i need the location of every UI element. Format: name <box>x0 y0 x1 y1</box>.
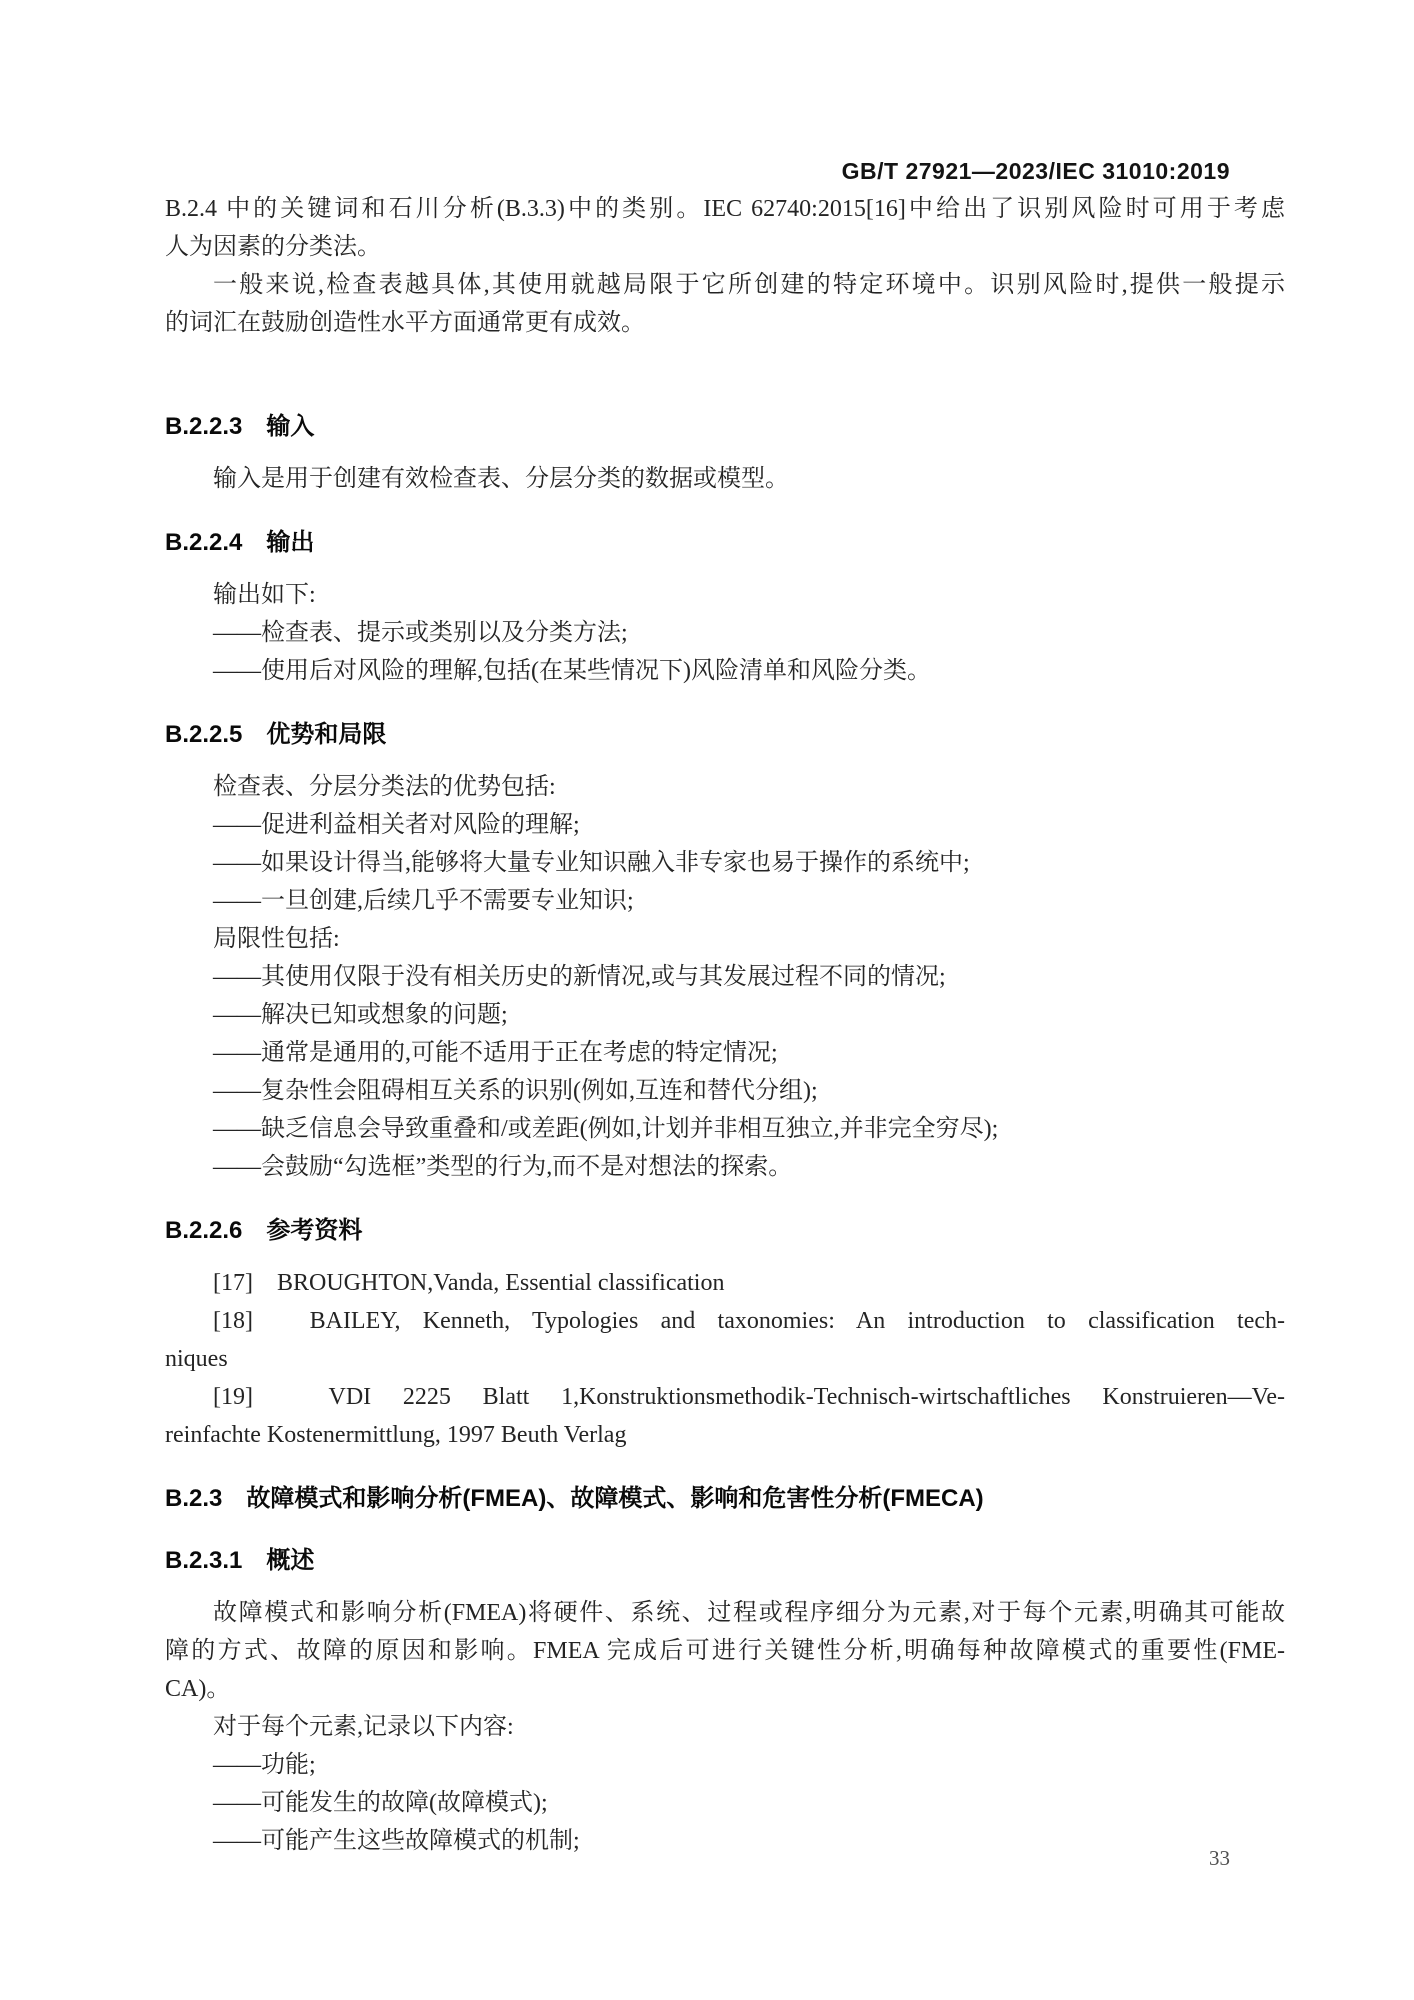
list-item: ——解决已知或想象的问题; <box>213 1002 508 1028</box>
heading-title: 故障模式和影响分析(FMEA)、故障模式、影响和危害性分析(FMECA) <box>246 1485 984 1512</box>
list-item: ——可能产生这些故障模式的机制; <box>213 1828 580 1854</box>
paragraph-continuation: 障的方式、故障的原因和影响。FMEA 完成后可进行关键性分析,明确每种故障模式的重要性(FME- <box>165 1638 1285 1664</box>
paragraph-line: 一般来说,检查表越具体,其使用就越局限于它所创建的特定环境中。识别风险时,提供一般提示 <box>213 272 1285 298</box>
content <box>165 190 1285 1860</box>
list-item: ——可能发生的故障(故障模式); <box>213 1790 548 1816</box>
section-heading <box>165 526 1285 560</box>
paragraph-line: 检查表、分层分类法的优势包括: <box>213 774 556 800</box>
paragraph-line: 故障模式和影响分析(FMEA)将硬件、系统、过程或程序细分为元素,对于每个元素,明确其可能故 <box>213 1600 1285 1626</box>
list-item: ——检查表、提示或类别以及分类方法; <box>213 620 628 646</box>
paragraph-continuation: 人为因素的分类法。 <box>165 234 381 260</box>
list-item: ——其使用仅限于没有相关历史的新情况,或与其发展过程不同的情况; <box>213 964 946 990</box>
heading-number: B.2.2.3 <box>165 413 243 440</box>
list-item: ——使用后对风险的理解,包括(在某些情况下)风险清单和风险分类。 <box>213 658 931 684</box>
heading-number: B.2.3 <box>165 1485 223 1512</box>
list-item: ——功能; <box>213 1752 316 1778</box>
paragraph-continuation: B.2.4 中的关键词和石川分析(B.3.3)中的类别。IEC 62740:2015[16]中给出了识别风险时可用于考虑 <box>165 196 1285 222</box>
heading-number: B.2.3.1 <box>165 1547 243 1574</box>
section-heading <box>165 1214 1285 1248</box>
standard-code-header: GB/T 27921—2023/IEC 31010:2019 <box>841 158 1230 184</box>
list-item: ——一旦创建,后续几乎不需要专业知识; <box>213 888 634 914</box>
list-item: ——复杂性会阻碍相互关系的识别(例如,互连和替代分组); <box>213 1078 818 1104</box>
page-number: 33 <box>1209 1846 1230 1870</box>
paragraph-line: [18] BAILEY, Kenneth, Typologies and taxonomies: An introduction to classification tech- <box>213 1308 1285 1334</box>
paragraph-line: 局限性包括: <box>213 926 340 952</box>
heading-title: 输入 <box>266 413 315 440</box>
paragraph-line: [19] VDI 2225 Blatt 1,Konstruktionsmethodik-Technisch-wirtschaftliches Konstruieren—Ve- <box>213 1384 1285 1410</box>
paragraph-line: 输出如下: <box>213 582 316 608</box>
paragraph-continuation: niques <box>165 1346 228 1372</box>
heading-title: 输出 <box>266 529 315 556</box>
section-heading <box>165 410 1285 444</box>
heading-title: 参考资料 <box>266 1217 363 1244</box>
list-item: ——会鼓励“勾选框”类型的行为,而不是对想法的探索。 <box>213 1154 793 1180</box>
paragraph-continuation: reinfachte Kostenermittlung, 1997 Beuth Verlag <box>165 1422 627 1448</box>
list-item: ——通常是通用的,可能不适用于正在考虑的特定情况; <box>213 1040 778 1066</box>
heading-number: B.2.2.5 <box>165 721 243 748</box>
section-heading <box>165 1482 1285 1516</box>
heading-title: 概述 <box>266 1547 315 1574</box>
list-item: ——缺乏信息会导致重叠和/或差距(例如,计划并非相互独立,并非完全穷尽); <box>213 1116 999 1142</box>
paragraph-continuation: 的词汇在鼓励创造性水平方面通常更有成效。 <box>165 310 645 336</box>
list-item: ——促进利益相关者对风险的理解; <box>213 812 580 838</box>
heading-title: 优势和局限 <box>266 721 387 748</box>
section-heading <box>165 1544 1285 1578</box>
paragraph-line: [17] BROUGHTON,Vanda, Essential classification <box>213 1270 725 1296</box>
paragraph-continuation: CA)。 <box>165 1676 231 1702</box>
list-item: ——如果设计得当,能够将大量专业知识融入非专家也易于操作的系统中; <box>213 850 970 876</box>
paragraph-line: 输入是用于创建有效检查表、分层分类的数据或模型。 <box>213 466 789 492</box>
paragraph-line: 对于每个元素,记录以下内容: <box>213 1714 514 1740</box>
section-heading <box>165 718 1285 752</box>
heading-number: B.2.2.6 <box>165 1217 243 1244</box>
heading-number: B.2.2.4 <box>165 529 243 556</box>
